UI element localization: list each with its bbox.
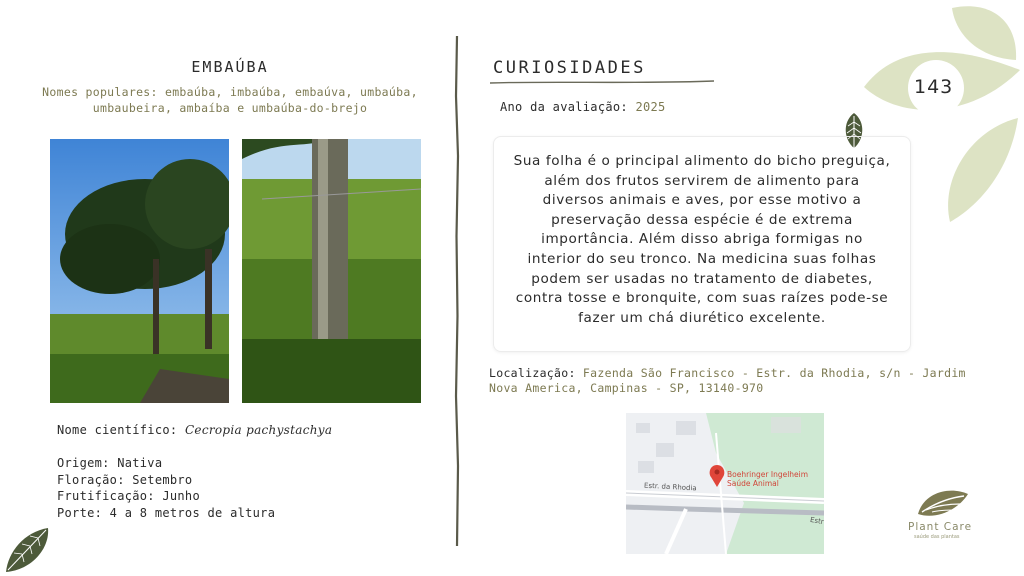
year-value: 2025 <box>635 100 666 114</box>
location-value: Fazenda São Francisco - Estr. da Rhodia, s/n - Jardim Nova America, Campinas - SP, 13140-970 <box>489 366 966 395</box>
map-road-label-2: Estr <box>809 515 824 527</box>
logo-tagline: saúde das plantas <box>914 534 960 540</box>
fact-flowering: Floração: Setembro <box>57 472 193 487</box>
fact-fruiting: Frutificação: Junho <box>57 489 200 503</box>
curiosities-title: CURIOSIDADES <box>493 58 646 78</box>
evaluation-year <box>500 100 666 114</box>
leaf-icon <box>2 526 52 574</box>
popular-names: Nomes populares: embaúba, imbaúba, embaúva, umbaúba, umbaubeira, ambaíba e umbaúba-do-brejo <box>42 85 418 115</box>
curiosity-text: Sua folha é o principal alimento do bicho preguiça, além dos frutos servirem de alimento para diversos animais e aves, por esse motivo a preservação dessa espécie é de extrema importância. Além disso abriga formigas no interior do seu tronco. Na medicina suas folhas podem ser usadas no tratamento de diabetes, contra tosse e bronquite, com suas raízes pode-se fazer um chá diurético excelente. <box>513 153 891 326</box>
plant-facts <box>57 455 275 521</box>
location <box>489 366 989 396</box>
logo-name: Plant Care <box>908 521 973 533</box>
tree-photo <box>50 139 229 403</box>
scientific-name <box>57 423 332 437</box>
plant-title: EMBAÚBA <box>191 58 269 76</box>
column-divider <box>452 36 462 546</box>
fact-origin: Origem: Nativa <box>57 456 163 470</box>
map-road-label: Estr. da Rhodia <box>643 481 697 493</box>
fact-size: Porte: 4 a 8 metros de altura <box>57 505 276 520</box>
location-map[interactable] <box>626 413 824 554</box>
map-place-sub: Saúde Animal <box>727 479 779 488</box>
scientific-label: Nome científico: <box>57 423 178 437</box>
plant-care-logo <box>900 486 990 550</box>
scientific-value: Cecropia pachystachya <box>184 423 333 437</box>
page-number: 143 <box>914 76 954 98</box>
curiosity-card <box>493 136 911 352</box>
logo-leaf-icon <box>914 486 970 520</box>
location-label: Localização: <box>489 366 576 380</box>
year-label: Ano da avaliação: <box>500 100 628 114</box>
title-underline <box>490 79 714 85</box>
map-place-name: Boehringer Ingelheim <box>727 470 809 479</box>
trunk-photo <box>242 139 421 403</box>
